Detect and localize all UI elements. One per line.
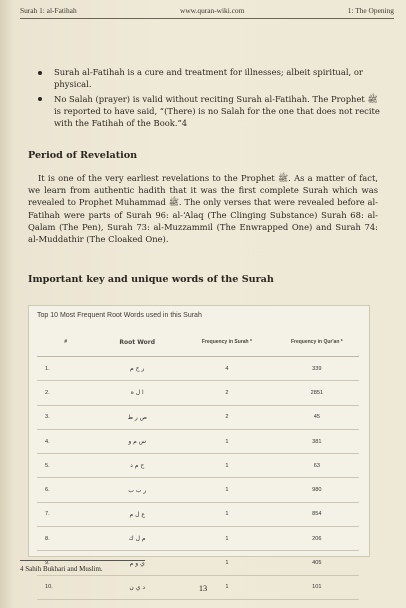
row-root: ع ل م: [95, 502, 179, 526]
row-freq-surah: 1: [179, 478, 275, 502]
table-row: [37, 405, 359, 429]
header-website: www.quran-wiki.com: [180, 6, 245, 15]
row-freq-surah: 1: [179, 429, 275, 453]
row-freq-surah: 1: [179, 454, 275, 478]
row-root: د ي ن: [95, 575, 179, 599]
revelation-paragraph: It is one of the very earliest revelations to the Prophet ﷺ. As a matter of fact, we learn from authentic hadith that it was the first complete Surah which was revealed to Prophet Muhammad ﷺ. The only verses that were revealed before al-Fatihah were parts of Surah 96: al-‘Alaq (The Clinging Substance) Surah 68: al-Qalam (The Pen), Surah 73: al-Muzzammil (The Enwrapped One) and Surah 74: al-Muddathir (The Cloaked One).: [28, 173, 379, 245]
row-freq-quran: 101: [275, 575, 359, 599]
row-freq-quran: 854: [275, 502, 359, 526]
row-freq-quran: 339: [275, 357, 359, 381]
row-freq-quran: 405: [275, 551, 359, 575]
row-freq-surah: 2: [179, 405, 275, 429]
list-item-text: No Salah (prayer) is valid without reciting Surah al-Fatihah. The Prophet ﷺ is reported to have said, “(There) is no Salah for the one that does not recite with the Fatihah of the Book.”4: [54, 93, 380, 129]
bullet-dot: [38, 97, 42, 101]
key-words-heading: Important key and unique words of the Surah: [28, 274, 274, 285]
table-row: [37, 527, 359, 551]
list-item-text: Surah al-Fatihah is a cure and treatment for illnesses; albeit spiritual, or physical.: [54, 67, 363, 90]
row-root: ر ح م: [95, 357, 179, 381]
row-root: ص ر ط: [95, 405, 179, 429]
row-freq-quran: 2851: [275, 381, 359, 405]
row-number: 8.: [37, 527, 95, 551]
row-freq-surah: 1: [179, 551, 275, 575]
row-root: ا ل ه: [95, 381, 179, 405]
table-header-row: [37, 328, 359, 357]
row-root: ي و م: [95, 551, 179, 575]
row-number: 10.: [37, 575, 95, 599]
row-freq-quran: 980: [275, 478, 359, 502]
table-row: [37, 502, 359, 526]
row-number: 7.: [37, 502, 95, 526]
page-number: 13: [198, 584, 208, 593]
bullet-dot: [38, 71, 42, 75]
header-surah: Surah 1: al-Fatihah: [20, 6, 77, 15]
table-row: [37, 381, 359, 405]
revelation-heading: Period of Revelation: [28, 150, 138, 161]
row-number: 5.: [37, 454, 95, 478]
row-number: 2.: [37, 381, 95, 405]
table-row: [37, 454, 359, 478]
row-root: م ل ك: [95, 527, 179, 551]
benefits-list: [30, 66, 382, 131]
row-freq-quran: 381: [275, 429, 359, 453]
col-number: #: [37, 328, 95, 357]
row-number: 1.: [37, 357, 95, 381]
table-row: [37, 357, 359, 381]
col-root-word: Root Word: [95, 328, 179, 357]
header-rule: [20, 18, 394, 19]
row-freq-surah: 1: [179, 527, 275, 551]
row-root: ر ب ب: [95, 478, 179, 502]
table-title: Top 10 Most Frequent Root Words used in this Surah: [37, 312, 202, 319]
row-freq-surah: 4: [179, 357, 275, 381]
row-root: ح م د: [95, 454, 179, 478]
row-number: 4.: [37, 429, 95, 453]
row-freq-quran: 63: [275, 454, 359, 478]
header-chapter: 1: The Opening: [347, 6, 394, 15]
table-row: [37, 429, 359, 453]
row-number: 9.: [37, 551, 95, 575]
row-freq-quran: 45: [275, 405, 359, 429]
col-frequency-quran: Frequency in Qur'an *: [275, 328, 359, 357]
footnote-rule: [20, 560, 145, 561]
row-freq-surah: 2: [179, 381, 275, 405]
row-root: س م و: [95, 429, 179, 453]
row-freq-surah: 1: [179, 502, 275, 526]
row-freq-surah: 1: [179, 575, 275, 599]
list-item: [30, 66, 382, 91]
footnote: 4 Sahih Bukhari and Muslim.: [20, 565, 103, 573]
running-header: [20, 6, 394, 15]
row-number: 3.: [37, 405, 95, 429]
row-freq-quran: 206: [275, 527, 359, 551]
row-number: 6.: [37, 478, 95, 502]
list-item: [30, 93, 382, 130]
col-frequency-surah: Frequency in Surah *: [179, 328, 275, 357]
table-row: [37, 478, 359, 502]
